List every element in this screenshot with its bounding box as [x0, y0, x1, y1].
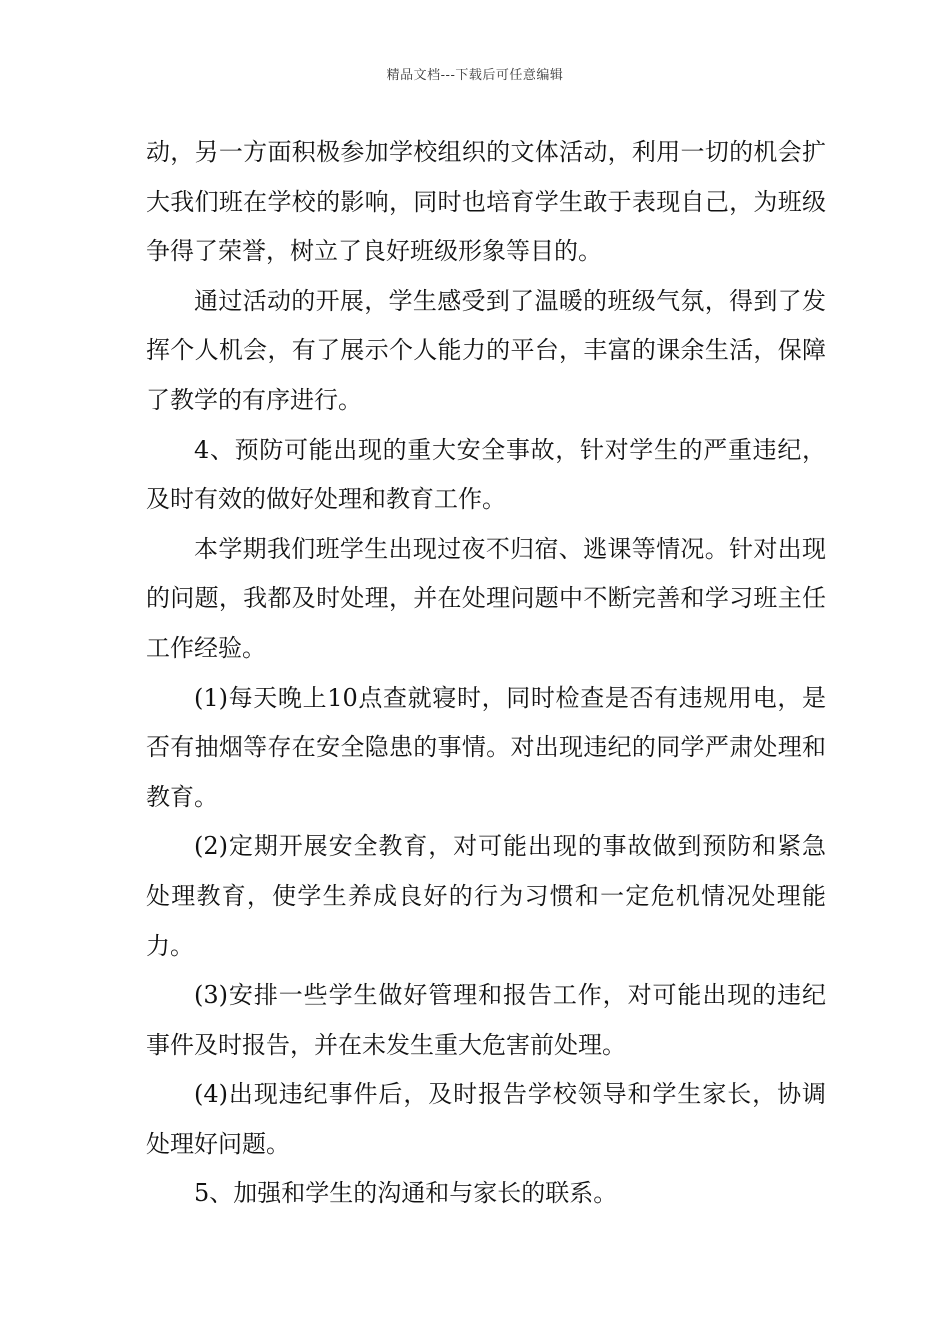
paragraph-2: 通过活动的开展，学生感受到了温暖的班级气氛，得到了发挥个人机会，有了展示个人能力的平台，丰富的课余生活，保障了教学的有序进行。: [146, 286, 826, 414]
paragraph-5: (1)每天晚上10点查就寝时，同时检查是否有违规用电，是否有抽烟等存在安全隐患的事情。对出现违纪的同学严肃处理和教育。: [146, 683, 826, 811]
paragraph-8: (4)出现违纪事件后，及时报告学校领导和学生家长，协调处理好问题。: [146, 1080, 826, 1158]
document-body: [146, 128, 826, 1219]
paragraph-1: 动，另一方面积极参加学校组织的文体活动，利用一切的机会扩大我们班在学校的影响，同时也培育学生敢于表现自己，为班级争得了荣誉，树立了良好班级形象等目的。: [146, 138, 826, 266]
paragraph-6: (2)定期开展安全教育，对可能出现的事故做到预防和紧急处理教育，使学生养成良好的行为习惯和一定危机情况处理能力。: [146, 832, 826, 960]
paragraph-9: 5、加强和学生的沟通和与家长的联系。: [194, 1179, 618, 1208]
paragraph-7: (3)安排一些学生做好管理和报告工作，对可能出现的违纪事件及时报告，并在未发生重大危害前处理。: [146, 981, 826, 1059]
paragraph-3: 4、预防可能出现的重大安全事故，针对学生的严重违纪，及时有效的做好处理和教育工作。: [146, 435, 826, 514]
page-header: 精品文档---下载后可任意编辑: [386, 68, 564, 83]
paragraph-4: 本学期我们班学生出现过夜不归宿、逃课等情况。针对出现的问题，我都及时处理，并在处理问题中不断完善和学习班主任工作经验。: [146, 534, 826, 662]
